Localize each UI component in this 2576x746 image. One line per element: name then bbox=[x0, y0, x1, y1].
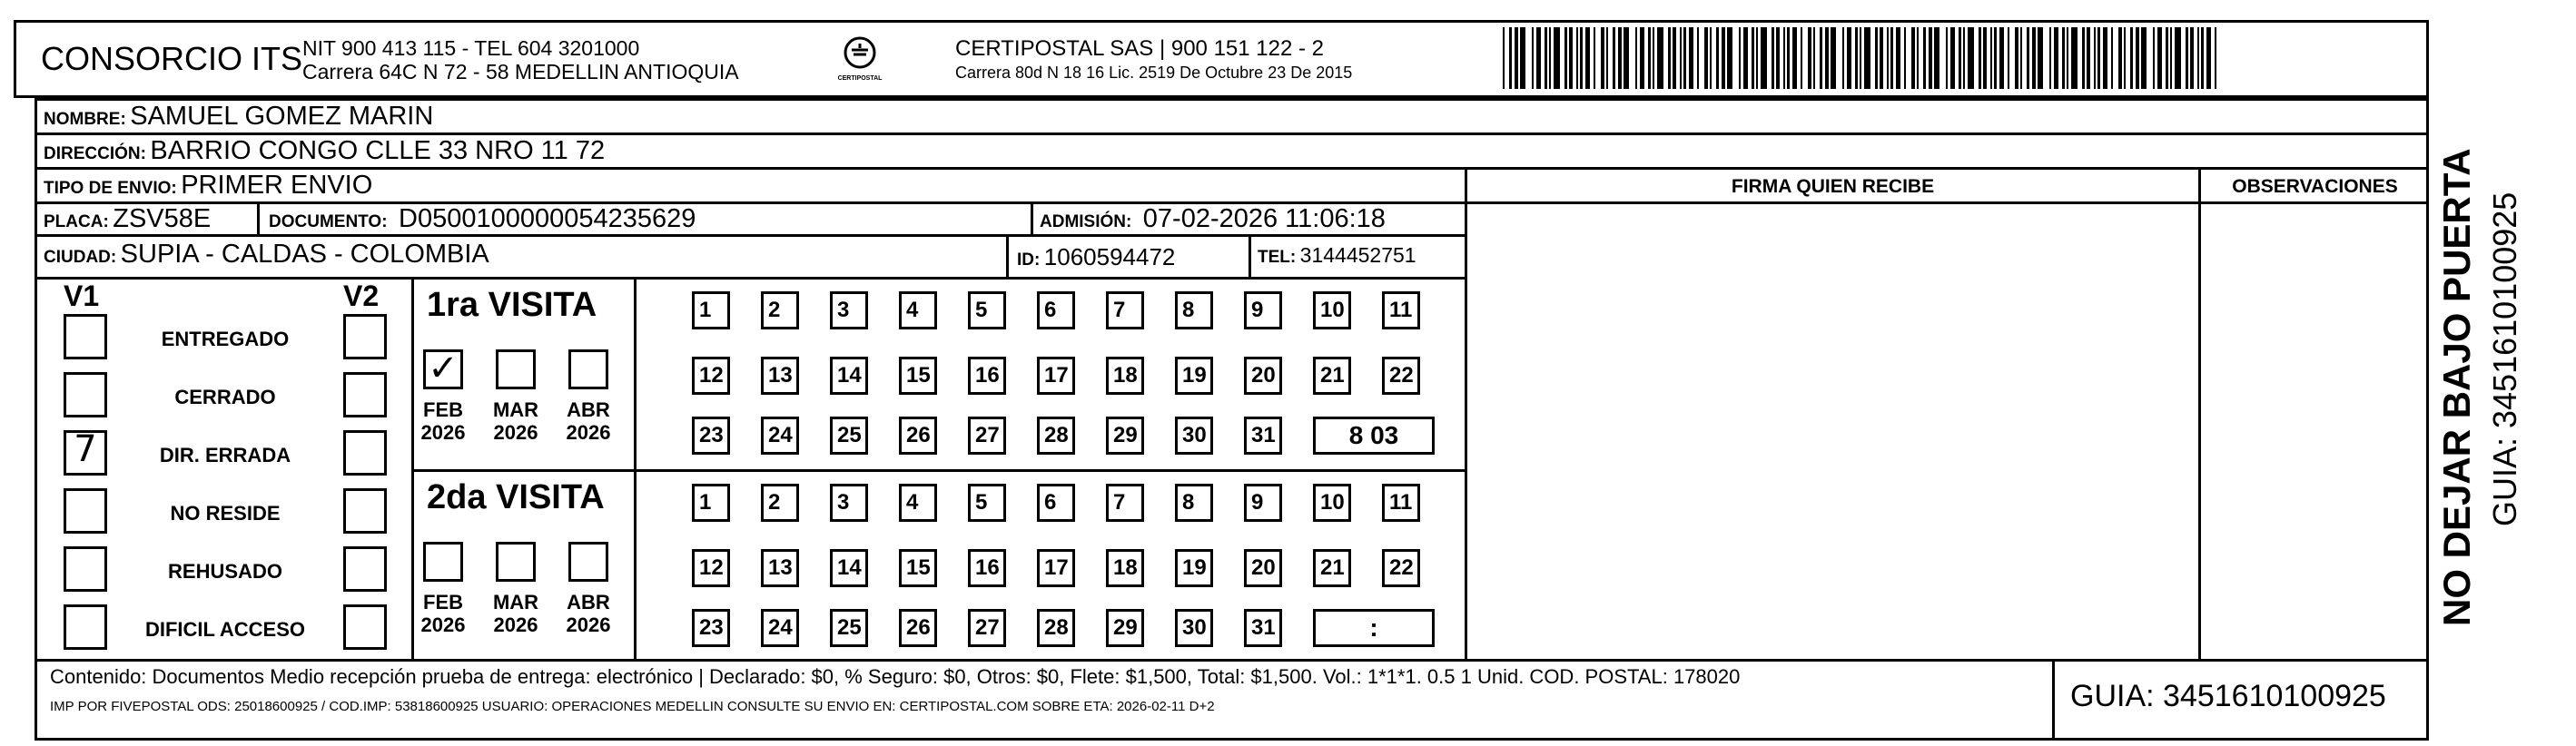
day-box[interactable]: 1 bbox=[692, 484, 730, 522]
month-year: 2026 bbox=[420, 613, 466, 636]
day-box[interactable]: 15 bbox=[899, 549, 937, 587]
day-box[interactable]: 4 bbox=[899, 291, 937, 329]
tipo-envio-value: PRIMER ENVIO bbox=[181, 171, 373, 200]
day-box[interactable]: 2 bbox=[761, 484, 799, 522]
day-box[interactable]: 10 bbox=[1313, 484, 1351, 522]
direccion-value: BARRIO CONGO CLLE 33 NRO 11 72 bbox=[150, 136, 606, 165]
day-box[interactable]: 31 bbox=[1244, 417, 1282, 455]
footer-impresion: IMP POR FIVEPOSTAL ODS: 25018600925 / COD.IMP: 53818600925 USUARIO: OPERACIONES MEDELLIN CONSULTE SU ENVIO EN: CERTIPOSTAL.COM SOBRE ETA: 2026-02-11 D+2 bbox=[50, 699, 1215, 714]
col-line bbox=[634, 277, 637, 659]
month-year: 2026 bbox=[493, 613, 538, 636]
day-box[interactable]: 10 bbox=[1313, 291, 1351, 329]
tel-label: TEL: bbox=[1258, 248, 1297, 267]
month-checkbox[interactable] bbox=[496, 542, 536, 582]
day-box[interactable]: 30 bbox=[1175, 609, 1213, 647]
status-option-label: NO RESIDE bbox=[170, 502, 281, 525]
documento-value: D0500100000054235629 bbox=[399, 204, 696, 233]
row-line bbox=[411, 469, 1467, 472]
status-option-label: ENTREGADO bbox=[161, 328, 290, 350]
visit-title: 2da VISITA bbox=[427, 478, 605, 516]
ciudad-row bbox=[44, 240, 489, 270]
day-box[interactable]: 18 bbox=[1106, 549, 1144, 587]
placa-value: ZSV58E bbox=[113, 204, 212, 233]
footer-guia: GUIA: 3451610100925 bbox=[2070, 679, 2386, 713]
nombre-value: SAMUEL GOMEZ MARIN bbox=[130, 102, 434, 131]
certipostal-name: CERTIPOSTAL SAS | 900 151 122 - 2 bbox=[955, 36, 1324, 61]
col-line bbox=[1465, 167, 1467, 659]
day-box[interactable]: 5 bbox=[968, 484, 1006, 522]
day-box[interactable]: 20 bbox=[1244, 357, 1282, 395]
month-label: FEB bbox=[423, 591, 463, 613]
month-checkbox[interactable]: ✓ bbox=[423, 349, 463, 389]
col-line bbox=[411, 277, 414, 659]
day-box[interactable]: 16 bbox=[968, 549, 1006, 587]
status-option-label: CERRADO bbox=[174, 386, 276, 408]
day-box[interactable]: 21 bbox=[1313, 357, 1351, 395]
col-line bbox=[2198, 167, 2201, 659]
day-box[interactable]: 19 bbox=[1175, 549, 1213, 587]
v2-checkbox[interactable] bbox=[343, 372, 387, 417]
day-box[interactable]: 25 bbox=[830, 609, 868, 647]
company-nit: NIT 900 413 115 - TEL 604 3201000 bbox=[302, 36, 640, 60]
tipo-envio-row bbox=[44, 171, 372, 201]
day-box[interactable]: 12 bbox=[692, 357, 730, 395]
tel-value: 3144452751 bbox=[1299, 243, 1416, 267]
day-box[interactable]: 23 bbox=[692, 417, 730, 455]
v2-checkbox[interactable] bbox=[343, 546, 387, 592]
day-box[interactable]: 30 bbox=[1175, 417, 1213, 455]
certipostal-logo bbox=[837, 34, 883, 91]
row-line bbox=[35, 277, 1467, 280]
id-value: 1060594472 bbox=[1043, 243, 1176, 270]
day-box[interactable]: 8 bbox=[1175, 291, 1213, 329]
v1-label: V1 bbox=[64, 280, 100, 312]
day-box[interactable]: 6 bbox=[1037, 291, 1075, 329]
col-line bbox=[2052, 659, 2055, 741]
day-box[interactable]: 16 bbox=[968, 357, 1006, 395]
tipo-envio-label: TIPO DE ENVIO: bbox=[44, 179, 177, 198]
day-box[interactable]: 24 bbox=[761, 417, 799, 455]
day-box[interactable]: 26 bbox=[899, 609, 937, 647]
day-box[interactable]: 27 bbox=[968, 417, 1006, 455]
visit-time-box[interactable]: : bbox=[1313, 609, 1435, 647]
row-line bbox=[35, 133, 2429, 135]
day-box[interactable]: 7 bbox=[1106, 484, 1144, 522]
v2-checkbox[interactable] bbox=[343, 430, 387, 476]
day-box[interactable]: 4 bbox=[899, 484, 937, 522]
nombre-label: NOMBRE: bbox=[44, 110, 126, 129]
day-box[interactable]: 8 bbox=[1175, 484, 1213, 522]
v1-checkbox[interactable] bbox=[64, 372, 107, 417]
month-checkbox[interactable] bbox=[568, 542, 608, 582]
day-box[interactable]: 29 bbox=[1106, 417, 1144, 455]
observaciones-label: OBSERVACIONES bbox=[2232, 176, 2398, 197]
v1-checkbox[interactable] bbox=[64, 546, 107, 592]
certipostal-logo-icon bbox=[842, 34, 878, 71]
admision-value: 07-02-2026 11:06:18 bbox=[1142, 204, 1386, 233]
placa-label: PLACA: bbox=[44, 212, 109, 231]
status-option-label: DIR. ERRADA bbox=[159, 444, 291, 466]
tel-row bbox=[1258, 243, 1416, 268]
side-warning: NO DEJAR BAJO PUERTA bbox=[2435, 148, 2478, 626]
v2-checkbox[interactable] bbox=[343, 488, 387, 534]
day-box[interactable]: 21 bbox=[1313, 549, 1351, 587]
certipostal-logo-text: CERTIPOSTAL bbox=[837, 75, 883, 82]
day-box[interactable]: 19 bbox=[1175, 357, 1213, 395]
day-box[interactable]: 13 bbox=[761, 549, 799, 587]
col-line bbox=[1031, 201, 1033, 234]
col-line bbox=[1249, 234, 1251, 277]
month-label: MAR bbox=[492, 591, 539, 613]
company-name: CONSORCIO ITS bbox=[41, 40, 303, 77]
day-box[interactable]: 28 bbox=[1037, 417, 1075, 455]
status-option-label: REHUSADO bbox=[168, 560, 282, 583]
firma-label: FIRMA QUIEN RECIBE bbox=[1731, 176, 1935, 197]
day-box[interactable]: 22 bbox=[1382, 357, 1420, 395]
side-guia: GUIA: 3451610100925 bbox=[2486, 191, 2523, 526]
month-label: ABR bbox=[567, 591, 610, 613]
day-box[interactable]: 26 bbox=[899, 417, 937, 455]
day-box[interactable]: 9 bbox=[1244, 291, 1282, 329]
v2-label: V2 bbox=[343, 280, 380, 312]
row-line bbox=[35, 659, 2429, 662]
day-box[interactable]: 6 bbox=[1037, 484, 1075, 522]
v2-checkbox[interactable] bbox=[343, 314, 387, 359]
day-box[interactable]: 22 bbox=[1382, 549, 1420, 587]
month-label: ABR bbox=[567, 398, 610, 421]
day-box[interactable]: 27 bbox=[968, 609, 1006, 647]
day-box[interactable]: 13 bbox=[761, 357, 799, 395]
id-row bbox=[1017, 243, 1175, 271]
month-label: MAR bbox=[492, 398, 539, 421]
barcode-icon bbox=[1503, 27, 2229, 89]
day-box[interactable]: 1 bbox=[692, 291, 730, 329]
day-box[interactable]: 29 bbox=[1106, 609, 1144, 647]
admision-row bbox=[1040, 204, 1386, 234]
day-box[interactable]: 17 bbox=[1037, 357, 1075, 395]
day-box[interactable]: 14 bbox=[830, 549, 868, 587]
documento-row bbox=[269, 204, 696, 234]
visit-title: 1ra VISITA bbox=[427, 286, 597, 324]
direccion-label: DIRECCIÓN: bbox=[44, 144, 146, 163]
month-label: FEB bbox=[423, 398, 463, 421]
day-box[interactable]: 17 bbox=[1037, 549, 1075, 587]
documento-label: DOCUMENTO: bbox=[269, 212, 388, 231]
day-box[interactable]: 2 bbox=[761, 291, 799, 329]
nombre-row bbox=[44, 102, 433, 132]
row-line bbox=[35, 234, 1467, 237]
col-line bbox=[1006, 234, 1009, 277]
day-box[interactable]: 25 bbox=[830, 417, 868, 455]
month-year: 2026 bbox=[420, 421, 466, 444]
day-box[interactable]: 28 bbox=[1037, 609, 1075, 647]
day-box[interactable]: 3 bbox=[830, 291, 868, 329]
id-label: ID: bbox=[1017, 250, 1041, 270]
placa-row bbox=[44, 204, 211, 234]
day-box[interactable]: 12 bbox=[692, 549, 730, 587]
visit-time-box[interactable]: 8 03 bbox=[1313, 417, 1435, 455]
col-line bbox=[257, 201, 260, 234]
row-line bbox=[35, 167, 2429, 170]
day-box[interactable]: 15 bbox=[899, 357, 937, 395]
status-option-label: DIFICIL ACCESO bbox=[144, 618, 305, 641]
month-checkbox[interactable] bbox=[496, 349, 536, 389]
day-box[interactable]: 23 bbox=[692, 609, 730, 647]
direccion-row bbox=[44, 136, 605, 166]
day-box[interactable]: 5 bbox=[968, 291, 1006, 329]
footer-contenido: Contenido: Documentos Medio recepción prueba de entrega: electrónico | Declarado: $0, % Seguro: $0, Otros: $0, Flete: $1,500, Total: $1,500. Vol.: 1*1*1. 0.5 1 Unid. COD. POSTAL: 178020 bbox=[50, 665, 1741, 688]
month-checkbox[interactable] bbox=[568, 349, 608, 389]
month-checkbox[interactable] bbox=[423, 542, 463, 582]
month-year: 2026 bbox=[566, 421, 611, 444]
ciudad-label: CIUDAD: bbox=[44, 248, 117, 267]
v2-checkbox[interactable] bbox=[343, 604, 387, 650]
month-year: 2026 bbox=[566, 613, 611, 636]
certipostal-license: Carrera 80d N 18 16 Lic. 2519 De Octubre 23 De 2015 bbox=[955, 64, 1353, 82]
month-year: 2026 bbox=[493, 421, 538, 444]
v1-checkbox[interactable] bbox=[64, 604, 107, 650]
company-address: Carrera 64C N 72 - 58 MEDELLIN ANTIOQUIA bbox=[302, 60, 739, 83]
admision-label: ADMISIÓN: bbox=[1040, 212, 1132, 231]
day-box[interactable]: 18 bbox=[1106, 357, 1144, 395]
day-box[interactable]: 9 bbox=[1244, 484, 1282, 522]
ciudad-value: SUPIA - CALDAS - COLOMBIA bbox=[120, 240, 489, 269]
day-box[interactable]: 11 bbox=[1382, 484, 1420, 522]
day-box[interactable]: 31 bbox=[1244, 609, 1282, 647]
day-box[interactable]: 20 bbox=[1244, 549, 1282, 587]
day-box[interactable]: 11 bbox=[1382, 291, 1420, 329]
barcode-bars bbox=[1503, 27, 2216, 89]
v1-checkbox[interactable] bbox=[64, 488, 107, 534]
v1-checkbox[interactable]: 7 bbox=[64, 430, 107, 476]
day-box[interactable]: 14 bbox=[830, 357, 868, 395]
day-box[interactable]: 7 bbox=[1106, 291, 1144, 329]
day-box[interactable]: 24 bbox=[761, 609, 799, 647]
day-box[interactable]: 3 bbox=[830, 484, 868, 522]
v1-checkbox[interactable] bbox=[64, 314, 107, 359]
